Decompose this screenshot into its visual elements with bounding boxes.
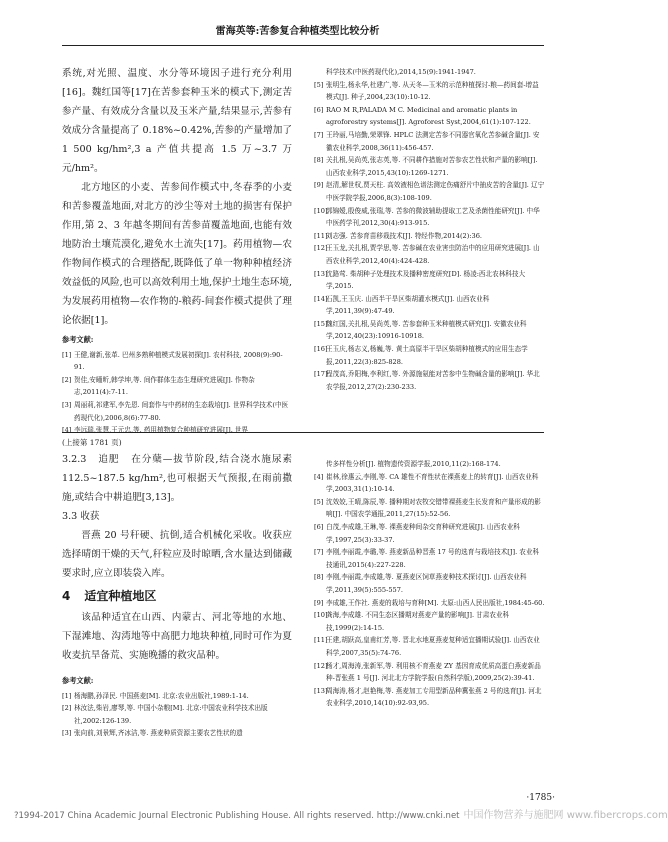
section-number: 4 [62,589,71,603]
reference-text: 沈路莺. 柴胡种子处理技术及播种密度研究[D]. 杨凌:西北农林科技大学,2015. [326,269,526,291]
reference-item [314,660,545,685]
reference-item [62,424,292,437]
reference-text: 林汝法,柴岩,廖琴,等. 中国小杂粮[M]. 北京:中国农业科学技术出版社,2002:126-139. [74,704,268,725]
reference-text: 王玉龙,关扎根,贾学思,等. 苦参碱在农业害虫防治中的应用研究进展[J]. 山西农业科学,2012,40(4):424-428. [326,244,540,265]
reference-item [62,690,292,703]
footer [0,806,668,821]
body-paragraph: 晋燕 20 号秆硬、抗倒,适合机械化采收。收获应选择晴朗干燥的天气,秆粒应及时晾晒,含水量达到储藏要求时,应立即装袋入库。 [62,530,292,579]
reference-item [314,205,545,230]
reference-number: [4] [62,426,72,435]
reference-text: 王健,谢新,张革. 巴州多熟种植模式发展初探[J]. 农村科技, 2008(9):90-91. [74,350,283,372]
reference-item [314,293,545,318]
reference-item [314,609,545,634]
reference-text: 王玉庆,杨志义,杨巍,等. 黄土高原半干旱区柴胡种植模式的应用生态学报,2011,22(3):825-828. [326,345,528,366]
reference-item [314,368,545,393]
subsection-title: 追肥 [98,454,120,465]
reference-number: [9] [314,181,324,190]
reference-text: 周丽莉,祁建军,李先恩. 间套作与中药材的生态栽培[J]. 世界科学技术(中医药现代化),2006,8(6):77-80. [74,400,289,422]
reference-number [314,66,326,79]
reference-text: 李刚,李丽霞,李成雄,等. 夏燕麦区饲草燕麦种技术探讨[J]. 山西农业科学,2011,39(5):555-557. [326,573,527,594]
reference-item [62,374,292,399]
section-title: 适宜种植地区 [84,589,157,603]
reference-item [314,458,545,471]
reference-item [314,343,545,368]
reference-item [314,104,545,129]
reference-list [62,349,292,437]
copyright-notice: ?1994-2017 China Academic Journal Electronic Publishing House. All rights reserved. http://www.cnki.net [14,811,460,821]
reference-text: 魏红国,关扎根,吴尚英,等. 苦参套种玉米种植模式研究[J]. 安徽农业科学,2012,40(23):10916-10918. [326,319,527,341]
reference-number: [10] [314,206,328,215]
reference-number: [10] [314,611,328,620]
references-heading: 参考文献: [62,676,94,685]
body-paragraph: 系统,对光照、温度、水分等环境因子进行充分利用[16]。魏红国等[17]在苦参套种玉米的模式下,测定苦参产量、有效成分含量以及玉米产量,结果显示,苦参有效成分含量提高了 0.18%~0.42%,苦参的产量增加了 1 500 kg/hm²,3 a 产值共提高 1.5 万~3.7 万元/hm²。 [62,68,292,174]
reference-item [314,597,545,610]
reference-item [314,268,545,293]
reference-number: [3] [62,400,72,409]
reference-text: 杨才,周海涛,张新军,等. 利用核不育燕麦 ZY 基因育成优质高蛋白燕麦新品种-晋张燕 1 号[J]. 河北北方学院学报(自然科学版),2009,25(2):39-41. [326,661,541,683]
reference-item [62,727,292,740]
header-rule [62,45,544,46]
reference-item [314,471,545,496]
subsection-text: 在分蘖—拔节阶段,结合浇水施尿素 112.5~187.5 kg/hm²,也可根据天气预报,在雨前撒施,或结合中耕追肥[3,13]。 [62,454,292,503]
reference-text: 科学技术(中医药现代化),2014,15(9):1941-1947. [326,68,476,76]
reference-text: 刘志强. 苦参育苗移栽技术[J]. 特经作物,2014(2):36. [326,231,483,240]
reference-item [314,571,545,596]
reference-number: [9] [314,598,324,607]
reference-list [314,458,545,710]
reference-item [62,702,292,727]
reference-list [314,66,545,393]
running-header: 雷海英等:苦参复合种植类型比较分析 [215,26,380,37]
reference-text: 李刚,李丽霞,李璐,等. 燕麦新品种晋燕 17 号的选育与栽培技术[J]. 农业科技通讯,2015(4):227-228. [326,548,540,569]
reference-number: [1] [62,691,72,700]
reference-number: [13] [314,686,328,695]
reference-text: 关扎根,吴尚英,张志英,等. 不同耕作措施对苦参农艺性状和产量的影响[J]. 山西农业科学,2015,43(10):1269-1271. [326,156,538,177]
reference-number: [17] [314,370,328,379]
article-divider [62,432,544,433]
reference-text: 郭锦嫒,殷俊威,张瑞,等. 苦参的微波辅助提取工艺及杀菌性能研究[J]. 中华中医药学刊,2012,30(4):913-915. [326,206,540,228]
reference-text: 李成雄,王作社. 燕麦的栽培与育种[M]. 太原:山西人民出版社,1984:45-60. [326,598,545,607]
reference-number: [1] [62,350,72,359]
body-paragraph: 北方地区的小麦、苦参间作模式中,冬春季的小麦和苦参覆盖地面,对北方的沙尘等对土地的损害有保护作用,第 2、3 年越冬期间有苦参苗覆盖地面,也能有效地防治土壤荒漠化,避免水土流失[17]。药用植物—农作物间作模式的合理搭配,既降低了单一物种种植经济效益低的风险,也可以高效利用土地,保护土地生态环境,为发展药用植物—农作物的-粮药-间套作模式提供了理论依据[1]。 [62,182,292,326]
reference-item [314,230,545,243]
reference-text: 程茂高,乔阳梅,李利红,等. 外源施氨能对苦参中生物碱含量的影响[J]. 华北农学报,2012,27(2):230-233. [326,370,540,391]
reference-number: [8] [314,573,324,582]
reference-item [62,399,292,424]
reference-text: 赵清,解世权,贾天柱. 高效液相色谱法测定伤痛舒片中抽皮苦的含量[J]. 辽宁中医学院学报,2006,8(3):108-109. [326,181,545,202]
bottom-left-column [62,436,292,740]
reference-number: [6] [314,522,324,531]
top-right-column [314,66,545,393]
reference-text: 杨海鹏,孙泽民. 中国燕麦[M]. 北京:农业出版社,1989:1-14. [74,691,249,700]
reference-number: [5] [314,80,324,89]
reference-text: 王玲丽,马培勤,荣翠锋. HPLC 法测定苦参不同器官氧化苦参碱含量[J]. 安徽农业科学,2008,36(11):456-457. [326,130,540,152]
reference-item [314,66,545,79]
reference-item [314,546,545,571]
reference-item [314,242,545,267]
reference-text: 张向前,刘景辉,齐冰洁,等. 燕麦种质资源主要农艺性状的遗 [74,729,243,738]
reference-number: [6] [314,105,324,114]
reference-text: RAO M R,PALADA M C. Medicinal and aromatic plants in agroforestry systems[J]. Agroforest Syst,2004,61(1):107-122. [326,105,531,127]
reference-text: 传多样性分析[J]. 植物遗传资源学报,2010,11(2):168-174. [326,460,501,468]
subsection-3-3-title: 3.3 收获 [62,511,100,522]
top-left-column [62,64,292,437]
reference-text: 李远瑞,张慧,王元忠,等. 药用植物复合种植研究进展[J]. 世界 [74,426,249,435]
reference-number: [15] [314,319,328,328]
reference-text: 周海涛,杨才,赵艳梅,等. 燕麦加工专用型新品种冀张燕 2 号的选育[J]. 河北农业科学,2010,14(10):92-93,95. [326,686,542,708]
bottom-right-column [314,458,545,710]
reference-number: [13] [314,269,328,278]
reference-item [314,129,545,154]
reference-number: [2] [62,704,72,713]
subsection-3-2-3 [62,450,292,507]
reference-item [314,521,545,546]
reference-number: [5] [314,497,324,506]
reference-text: 贺佳,安曈昕,韩学坤,等. 间作群体生态生理研究进展[J]. 作物杂志,2011(4):7-11. [74,375,255,397]
reference-number [314,458,326,471]
reference-text: 白茂,李成雄,王琳,等. 裸燕麦种间杂交育种研究进展[J]. 山西农业科学,1997,25(3):33-37. [326,522,520,544]
reference-number: [16] [314,345,328,354]
reference-item [314,496,545,521]
reference-item [62,349,292,374]
reference-item [314,79,545,104]
body-paragraph: 该品种适宜在山西、内蒙古、河北等地的水地、下湿滩地、沟湾地等中高肥力地块种植,同时可作为夏收麦抗旱备荒、实施晚播的救灾品种。 [62,612,292,661]
reference-number: [14] [314,294,328,303]
continuation-note: (上接第 1781 页) [62,438,122,447]
reference-text: 崔林,徐惠云,李刚,等. CA 雄性不育性状在裸燕麦上的转育[J]. 山西农业科学,2003,31(1):10-14. [326,472,539,494]
reference-item [314,318,545,343]
section-4-heading [62,587,292,606]
reference-number: [11] [314,231,328,240]
references-heading: 参考文献: [62,335,94,344]
reference-number: [2] [62,375,72,384]
reference-item [314,685,545,710]
reference-item [314,634,545,659]
reference-number: [8] [314,156,324,165]
watermark: 中国作物营养与施肥网 www.fibercrops.com [463,810,668,821]
reference-text: 王建,胡跃高,皇甫红芳,等. 晋北水地夏燕麦复种适宜播期试验[J]. 山西农业科学,2007,35(5):74-76. [326,636,540,657]
reference-number: [4] [314,472,324,481]
reference-number: [7] [314,548,324,557]
reference-number: [12] [314,244,328,253]
reference-item [314,179,545,204]
reference-number: [3] [62,729,72,738]
page-number: ·1785· [526,793,555,803]
reference-text: 石凯,王玉庆. 山西半干旱区柴胡灌水模式[J]. 山西农业科学,2011,39(9):47-49. [326,294,490,316]
reference-list [62,690,292,740]
reference-number: [7] [314,130,324,139]
reference-text: 龚海,李成雄. 不同生态区播期对燕麦产量的影响[J]. 甘肃农业科技,1999(2):14-15. [326,611,510,632]
reference-item [314,154,545,179]
reference-text: 沈效姣,王晴,陈辰,等. 播种期对农牧交错带裸燕麦生长发育和产量形成的影响[J]. 中国农学通报,2011,27(15):52-56. [326,497,541,519]
subsection-number: 3.2.3 [62,454,87,465]
reference-text: 张明生,杨永华,杜建广,等. 从天冬—玉米的示范种植探讨-粮—药间套-增益模式[J]. 种子,2004,23(10):10-12. [326,80,539,102]
reference-number: [12] [314,661,328,670]
reference-number: [11] [314,636,328,645]
